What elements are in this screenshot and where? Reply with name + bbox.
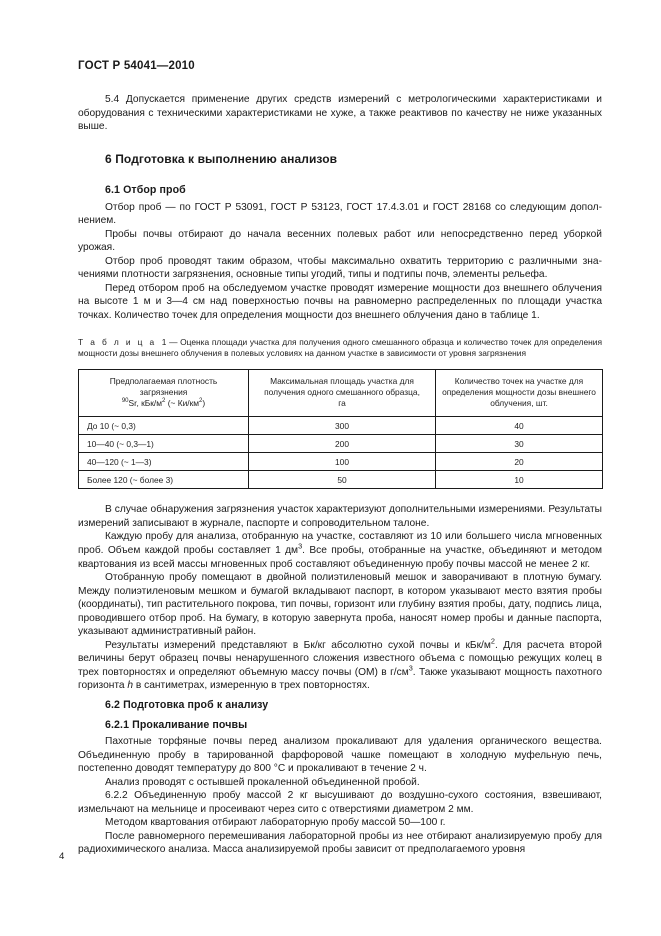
heading-6-2: 6.2 Подготовка проб к анализу <box>105 699 269 712</box>
table-row <box>79 453 603 471</box>
cell-points: 10 <box>436 471 603 489</box>
paragraph-results <box>78 636 602 693</box>
table-header <box>79 369 603 417</box>
header-points-line3: облучения, шт. <box>490 398 548 409</box>
paragraph-sample-volume <box>78 530 602 571</box>
header-points-line2: определения мощности дозы внешнего <box>442 386 596 397</box>
table-header-points <box>436 369 603 417</box>
cell-area: 100 <box>249 453 436 471</box>
results-exponent-1: 2 <box>490 636 495 646</box>
cell-density: 10—40 (~ 0,3—1) <box>79 435 249 453</box>
cell-density: Более 120 (~ более 3) <box>79 471 249 489</box>
cell-area: 200 <box>249 435 436 453</box>
header-density-unit-b: (~ Ки/км <box>165 398 200 409</box>
paragraph-quartering: Методом квартования отбирают лабораторную пробу массой 50—100 г. <box>105 817 446 829</box>
cell-points: 20 <box>436 453 603 471</box>
header-area-line1: Максимальная площадь участка для <box>270 375 414 386</box>
paragraph-6-1-d: Перед отбором проб на обследуемом участке проводят измерение мощности доз внешнего облучения на высоте 1 м и 3—4 см над поверхностью почвы на равномерно распределенных по площади участка точках. Количество точек для определения мощности доз внешнего облучения дано в таблице 1. <box>78 282 602 322</box>
table-caption-text: — Оценка площади участка для получения одного смешанного образца и количество точек для определения мощности дозы внешнего облучения в полевых условиях на данном участке в зависимости от уровня загрязнения <box>78 336 603 359</box>
spacer <box>78 489 602 503</box>
sample-volume-part2: . Все пробы, отобранные на участке, объединяют и методом квартования из всей массы мгновенных проб составляют объединенную пробу почвы массой не менее 2 кг. <box>78 545 602 570</box>
results-part4: в сантиметрах, измеренную в трех повторностях. <box>133 680 370 692</box>
header-density-line1: Предполагаемая плотность загрязнения <box>109 375 218 397</box>
cell-points: 30 <box>436 435 603 453</box>
spacer <box>78 711 602 719</box>
paragraph-additional-measurements: В случае обнаружения загрязнения участок характеризуют дополнительными измерениями. Результаты измерений записывают в журнале, паспорте и сопроводительном талоне. <box>78 504 602 529</box>
table-caption-number: 1 <box>161 336 167 347</box>
spacer <box>78 134 602 152</box>
page-number: 4 <box>59 851 65 862</box>
page-content <box>78 93 602 857</box>
paragraph-6-2-2: 6.2.2 Объединенную пробу массой 2 кг высушивают до воздушно-сухого состояния, взвешивают, измельчают на мельнице и просеивают через сито с отверстиями диаметром 2 мм. <box>78 790 602 815</box>
results-part3: . Также указывают мощность пахотного горизонта <box>78 666 602 692</box>
header-area-line3: га <box>338 398 346 409</box>
results-part2: . Для расчета второй величины берут образец почвы ненарушенного сложения известного объема с помощью режущих колец в трех повторностях и определяют объемную массу почвы (ОМ) в г/см <box>78 639 602 678</box>
table-header-density <box>79 369 249 417</box>
paragraph-6-1-b: Пробы почвы отбирают до начала весенних полевых работ или непосредственно перед уборкой урожая. <box>78 228 602 254</box>
table-row <box>79 435 603 453</box>
results-part1: Результаты измерений представляют в Бк/кг абсолютно сухой почвы и кБк/м <box>105 639 491 651</box>
paragraph-5-4: 5.4 Допускается применение других средств измерений с метрологическими характеристиками и оборудования с техническими характеристиками не хуже, а также реактивов по качеству не ниже указанных выше. <box>78 94 602 133</box>
header-density-unit-a: Sr, кБк/м <box>128 398 163 409</box>
paragraph-6-2-1: Пахотные торфяные почвы перед анализом прокаливают для удаления органического вещества. Объединенную пробу в тарированной фарфоровой чашке помещают в холодную муфельную печь, постепенно доводят температуру до 800 °С и прокаливают в течение 2 ч. <box>78 736 602 775</box>
heading-section-6: 6 Подготовка к выполнению анализов <box>105 151 338 166</box>
paragraph-6-1-a: Отбор проб — по ГОСТ Р 53091, ГОСТ Р 53123, ГОСТ 17.4.3.01 и ГОСТ 28168 со следующим дополнением. <box>78 201 602 227</box>
header-density-unit-c: ) <box>202 398 206 409</box>
spacer <box>78 166 602 184</box>
table-1 <box>78 369 603 490</box>
heading-6-1: 6.1 Отбор проб <box>105 183 186 196</box>
spacer <box>78 360 602 369</box>
table-caption-label: Т а б л и ц а <box>78 336 157 347</box>
running-header: ГОСТ Р 54041—2010 <box>78 60 195 72</box>
table-row <box>79 417 603 435</box>
table-header-area <box>249 369 436 417</box>
sample-volume-exponent: 3 <box>298 541 303 551</box>
heading-6-2-1: 6.2.1 Прокаливание почвы <box>105 719 248 732</box>
cell-density: 40—120 (~ 1—3) <box>79 453 249 471</box>
table-header-row <box>79 369 603 417</box>
header-density-sup3: 2 <box>199 398 203 405</box>
cell-area: 300 <box>249 417 436 435</box>
results-exponent-2: 3 <box>408 663 413 673</box>
header-points-line1: Количество точек на участке для <box>454 375 584 386</box>
paragraph-6-2-1-b: Анализ проводят с остывшей прокаленной объединенной пробой. <box>105 776 420 788</box>
cell-points: 40 <box>436 417 603 435</box>
header-density-sup2: 2 <box>162 398 166 405</box>
paragraph-6-1-c: Отбор проб проводят таким образом, чтобы максимально охватить территорию с различными значениями плотности загрязнения, основные типы угодий, типы и подтипы почв, элементы рельефа. <box>78 255 602 281</box>
paragraph-final: После равномерного перемешивания лабораторной пробы из нее отбирают анализируемую пробу для радиохимического анализа. Масса анализируемой пробы зависит от предполагаемого уровня <box>78 830 602 856</box>
table-row <box>79 471 603 489</box>
paragraph-packaging: Отобранную пробу помещают в двойной полиэтиленовый мешок и заворачивают в плотную бумагу. Между полиэтиленовым мешком и бумагой вкладывают паспорт, в котором указывают место взятия пробы (координаты), тип растительного покрова, тип почвы, горизонт или глубину взятия пробы, дату, подпись лица, проводившего отбор проб. На бумагу, в которую завернута проба, наносят номер пробы и данные паспорта, указывают административный район. <box>78 572 602 638</box>
cell-area: 50 <box>249 471 436 489</box>
table-body <box>79 417 603 489</box>
cell-density: До 10 (~ 0,3) <box>79 417 249 435</box>
sample-volume-part1: Каждую пробу для анализа, отобранную на участке, составляют из 10 или большего числа мгновенных проб. Объем каждой пробы составляет 1 дм <box>78 531 602 556</box>
header-area-line2: получения одного смешанного образца, <box>264 386 420 397</box>
table-caption <box>78 337 602 360</box>
results-variable-h: h <box>127 680 134 692</box>
spacer <box>78 323 602 337</box>
header-density-isotope-mass: 90 <box>121 398 129 405</box>
